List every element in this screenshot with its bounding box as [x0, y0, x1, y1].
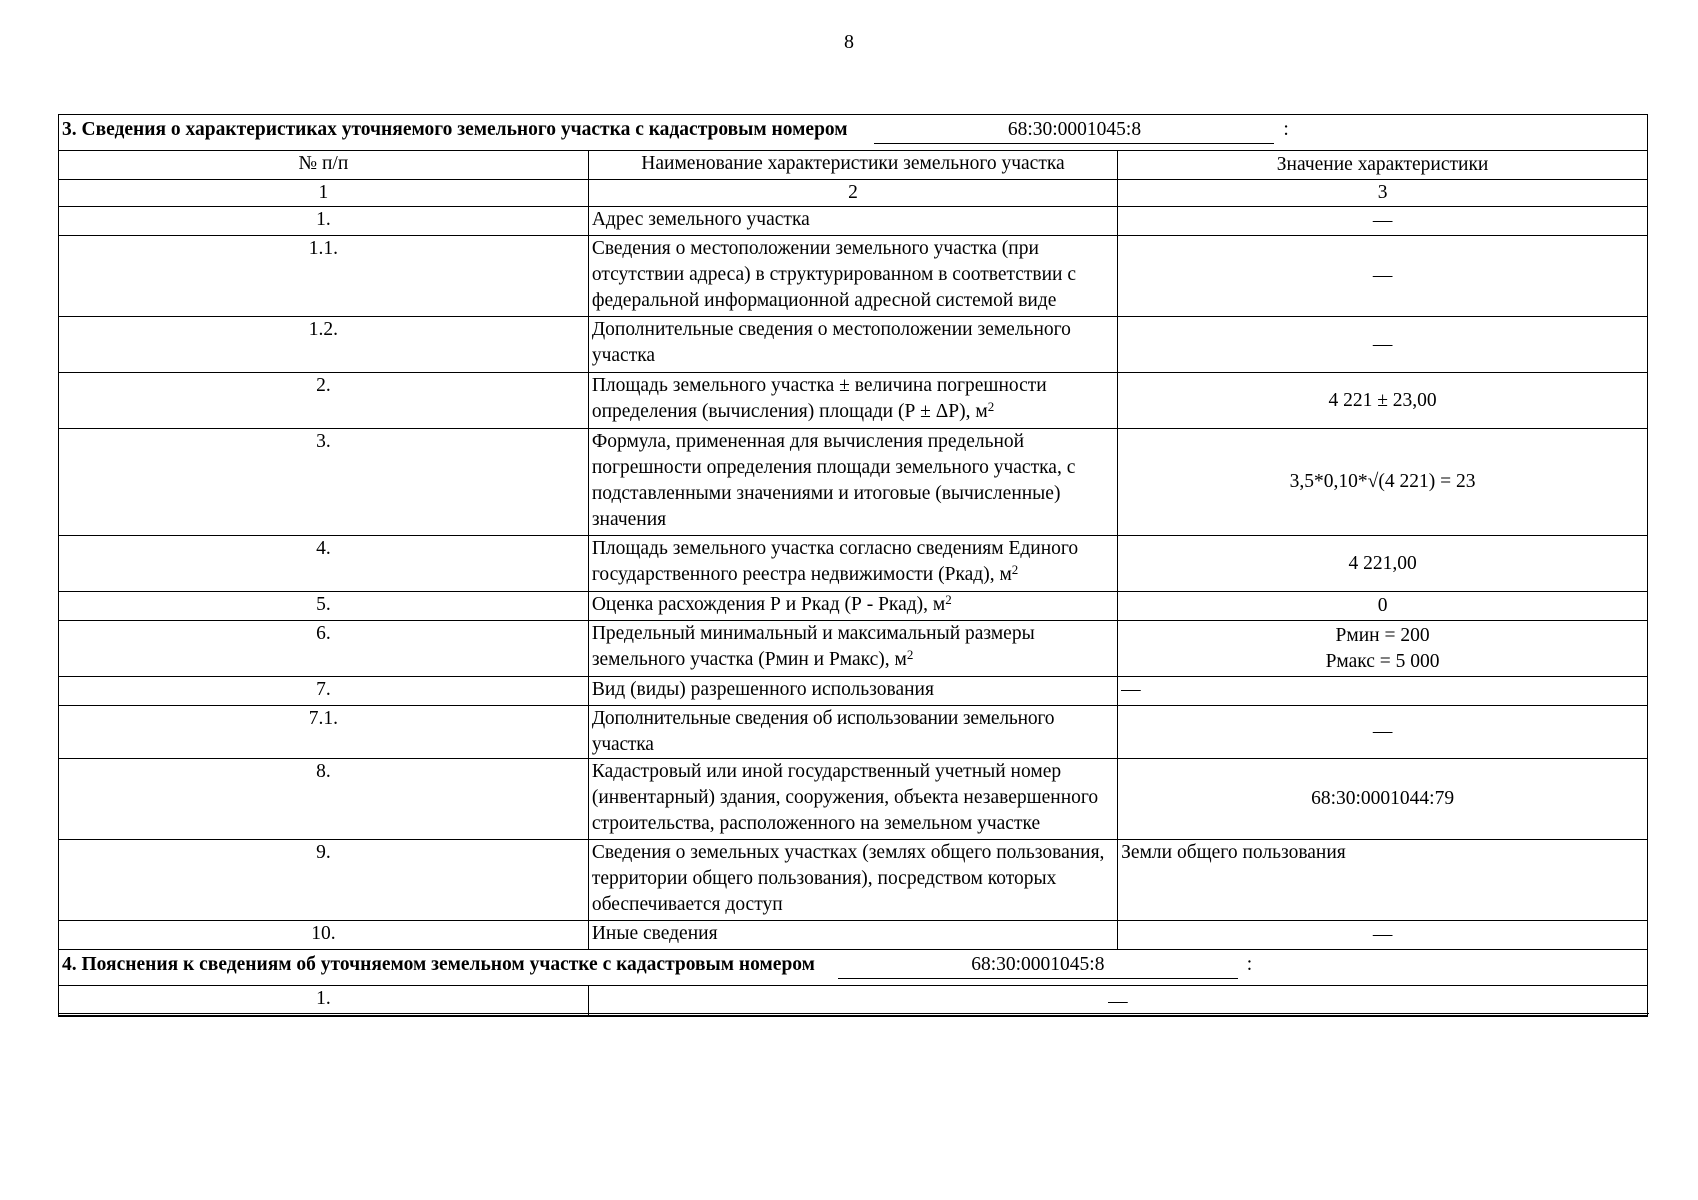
column-headers: [59, 151, 1647, 180]
row-value: —: [1118, 236, 1647, 317]
table-row: [59, 373, 1647, 429]
row-num: 9.: [59, 840, 588, 921]
table-row: [59, 921, 1647, 950]
row-name: Площадь земельного участка согласно сведениям Единого государственного реестра недвижимости (Ркад), м: [591, 538, 1079, 585]
characteristics-table: [59, 115, 1647, 1016]
row-num: 1.2.: [59, 317, 588, 373]
section4-header: [59, 950, 1647, 986]
table-row: [59, 207, 1647, 236]
table-row: [59, 759, 1647, 840]
row-value: —: [1118, 921, 1647, 950]
row-num: 7.1.: [59, 706, 588, 759]
row-name: Предельный минимальный и максимальный размеры земельного участка (Рмин и Рмакс), м: [591, 623, 1035, 670]
row-value: Земли общего пользования: [1118, 840, 1647, 921]
table-row: [59, 536, 1647, 592]
section3-header: [59, 115, 1647, 151]
row-value-cell: [1118, 621, 1647, 677]
header-num: № п/п: [59, 151, 588, 180]
row-value: 0: [1118, 592, 1647, 621]
row-name: Дополнительные сведения о местоположении земельного участка: [588, 317, 1117, 373]
row-name: Сведения о земельных участках (землях общего пользования, территории общего пользования), посредством которых обеспечивается доступ: [588, 840, 1117, 921]
column-numbers-row: [59, 180, 1647, 207]
row-name-cell: [588, 373, 1117, 429]
row-value: —: [1118, 317, 1647, 373]
table-row: [59, 840, 1647, 921]
table-row: [59, 706, 1647, 759]
row-value: —: [1118, 677, 1647, 706]
row-name: Формула, примененная для вычисления предельной погрешности определения площади земельного участка, с подставленными значениями и итоговые (вычисленные) значения: [588, 429, 1117, 536]
section4-title-cell: [59, 950, 1647, 986]
row-name: Площадь земельного участка ± величина погрешности определения (вычисления) площади (Р ± ΔР), м: [591, 375, 1047, 422]
row-name-cell: [588, 592, 1117, 621]
header-value: Значение характеристики: [1118, 151, 1647, 180]
table-row: [59, 677, 1647, 706]
page-number: 8: [844, 31, 854, 53]
row-name: Вид (виды) разрешенного использования: [588, 677, 1117, 706]
row-num: 1.: [59, 207, 588, 236]
row-name: Кадастровый или иной государственный учетный номер (инвентарный) здания, сооружения, объекта незавершенного строительства, расположенного на земельном участке: [588, 759, 1117, 840]
row-num: 8.: [59, 759, 588, 840]
row-name: Сведения о местоположении земельного участка (при отсутствии адреса) в структурированном в соответствии с федеральной информационной адресной системой виде: [588, 236, 1117, 317]
header-name: Наименование характеристики земельного участка: [588, 151, 1117, 180]
row-num: 2.: [59, 373, 588, 429]
superscript: 2: [945, 592, 952, 607]
column-number-1: 1: [59, 180, 588, 207]
row-num: 1.1.: [59, 236, 588, 317]
section4-title: 4. Пояснения к сведениям об уточняемом земельном участке с кадастровым номером: [62, 954, 815, 975]
row-name: Оценка расхождения Р и Ркад (Р - Ркад), м: [591, 594, 946, 615]
row-num: 6.: [59, 621, 588, 677]
row-num: 10.: [59, 921, 588, 950]
superscript: 2: [906, 647, 914, 662]
row-num: 5.: [59, 592, 588, 621]
superscript: 2: [987, 399, 995, 414]
row-num: 4.: [59, 536, 588, 592]
characteristics-form: [58, 114, 1648, 1017]
column-number-3: 3: [1118, 180, 1647, 207]
row-value: —: [1118, 207, 1647, 236]
section3-colon: :: [1283, 119, 1289, 140]
superscript: 2: [1011, 562, 1019, 577]
row-value-max: Рмакс = 5 000: [1325, 650, 1440, 672]
row-value: —: [588, 986, 1647, 1016]
table-row: [59, 236, 1647, 317]
row-value: —: [1118, 706, 1647, 759]
row-name: Адрес земельного участка: [588, 207, 1117, 236]
section3-title-cell: [59, 115, 1647, 151]
row-name: Иные сведения: [588, 921, 1117, 950]
row-value: 4 221,00: [1118, 536, 1647, 592]
row-num: 3.: [59, 429, 588, 536]
section4-colon: :: [1246, 954, 1253, 975]
row-value: 4 221 ± 23,00: [1118, 373, 1647, 429]
column-number-2: 2: [588, 180, 1117, 207]
row-name-cell: [588, 621, 1117, 677]
section3-cadastral-number: 68:30:0001045:8: [874, 117, 1274, 144]
table-row: [59, 592, 1647, 621]
row-value: 3,5*0,10*√(4 221) = 23: [1118, 429, 1647, 536]
row-value: 68:30:0001044:79: [1118, 759, 1647, 840]
row-num: 1.: [59, 986, 588, 1016]
table-row: [59, 621, 1647, 677]
table-row: [59, 429, 1647, 536]
section4-cadastral-number: 68:30:0001045:8: [838, 952, 1238, 979]
row-name: Дополнительные сведения об использовании земельного участка: [588, 706, 1117, 759]
section3-title: 3. Сведения о характеристиках уточняемого земельного участка с кадастровым номером: [62, 119, 848, 140]
section4-row: [59, 986, 1647, 1016]
table-row: [59, 317, 1647, 373]
row-value-min: Рмин = 200: [1335, 624, 1430, 646]
row-name-cell: [588, 536, 1117, 592]
row-num: 7.: [59, 677, 588, 706]
